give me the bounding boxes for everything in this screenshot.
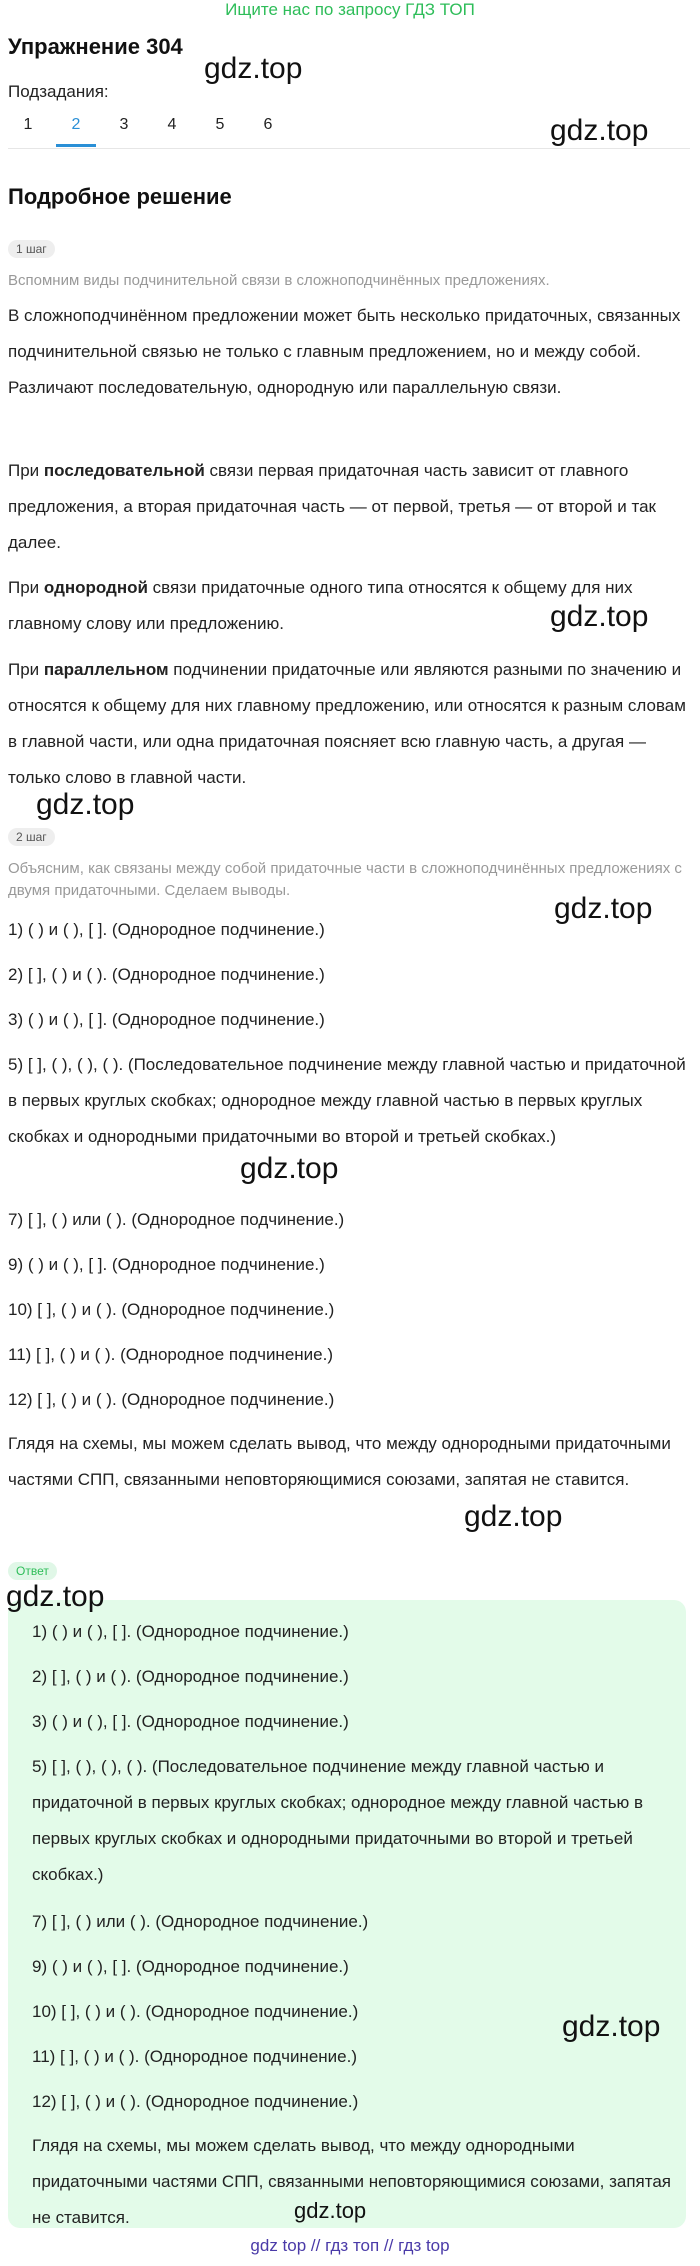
list-item: 9) ( ) и ( ), [ ]. (Однородное подчинение.)	[32, 1957, 349, 1976]
step-1-parallel: При параллельном подчинении придаточные или являются разными по значению и относятся к общему для них главному предложению, или относятся к разным словам в главной части, или одна придаточная поясняет всю главную часть, а другая — только слово в главной части.	[8, 660, 686, 787]
solution-heading: Подробное решение	[8, 184, 232, 209]
list-item: 11) [ ], ( ) и ( ). (Однородное подчинение.)	[32, 2047, 358, 2066]
step-1-homogeneous: При однородной связи придаточные одного типа относятся к общему для них главному слову или предложению.	[8, 578, 633, 633]
list-item: 5) [ ], ( ), ( ), ( ). (Последовательное подчинение между главной частью и придаточной в первых круглых скобках; однородное между главной частью в первых круглых скобках и однородными придаточными во второй и третьей скобках.)	[32, 1757, 644, 1884]
step-2-hint: Объясним, как связаны между собой придаточные части в сложноподчинённых предложениях с двумя придаточными. Сделаем выводы.	[8, 860, 682, 899]
list-item: 7) [ ], ( ) или ( ). (Однородное подчинение.)	[32, 1912, 369, 1931]
tab-1[interactable]: 1	[23, 116, 33, 133]
list-item: 3) ( ) и ( ), [ ]. (Однородное подчинение.)	[32, 1712, 349, 1731]
watermark: gdz.top	[204, 52, 303, 85]
watermark: gdz.top	[464, 1500, 563, 1533]
answer-conclusion: Глядя на схемы, мы можем сделать вывод, что между однородными придаточными частями СПП, связанными неповторяющимися союзами, запятая не ставится.	[32, 2136, 671, 2227]
watermark: gdz.top	[554, 892, 653, 925]
subtasks-label: Подзадания:	[8, 82, 109, 101]
list-item: 9) ( ) и ( ), [ ]. (Однородное подчинение.)	[8, 1255, 325, 1274]
watermark: gdz.top	[240, 1152, 339, 1185]
list-item: 11) [ ], ( ) и ( ). (Однородное подчинение.)	[8, 1345, 334, 1364]
tab-4[interactable]: 4	[167, 116, 177, 133]
footer-links[interactable]: gdz top // гдз топ // гдз top	[250, 2236, 450, 2255]
list-item: 1) ( ) и ( ), [ ]. (Однородное подчинение.)	[32, 1622, 349, 1641]
list-item: 12) [ ], ( ) и ( ). (Однородное подчинение.)	[8, 1390, 335, 1409]
list-item: 10) [ ], ( ) и ( ). (Однородное подчинение.)	[32, 2002, 359, 2021]
list-item: 2) [ ], ( ) и ( ). (Однородное подчинение.)	[32, 1667, 349, 1686]
list-item: 7) [ ], ( ) или ( ). (Однородное подчинение.)	[8, 1210, 345, 1229]
step-2-badge: 2 шаг	[8, 828, 55, 846]
watermark: gdz.top	[550, 114, 649, 147]
list-item: 5) [ ], ( ), ( ), ( ). (Последовательное подчинение между главной частью и придаточной в первых круглых скобках; однородное между главной частью в первых круглых скобках и однородными придаточными во второй и третьей скобках.)	[8, 1055, 686, 1146]
list-item: 12) [ ], ( ) и ( ). (Однородное подчинение.)	[32, 2092, 359, 2111]
step-1-badge: 1 шаг	[8, 240, 55, 258]
list-item: 10) [ ], ( ) и ( ). (Однородное подчинение.)	[8, 1300, 335, 1319]
page-title: Упражнение 304	[8, 34, 183, 59]
list-item: 1) ( ) и ( ), [ ]. (Однородное подчинение.)	[8, 920, 325, 939]
tab-6[interactable]: 6	[263, 116, 273, 133]
list-item: 2) [ ], ( ) и ( ). (Однородное подчинение.)	[8, 965, 325, 984]
answer-badge: Ответ	[8, 1562, 57, 1580]
watermark: gdz.top	[6, 1580, 105, 1613]
watermark: gdz.top	[562, 2010, 661, 2043]
step-1-intro: В сложноподчинённом предложении может быть несколько придаточных, связанных подчинительной связью не только с главным предложением, но и между собой. Различают последовательную, однородную или параллельную связи.	[8, 306, 681, 397]
top-search-link[interactable]: Ищите нас по запросу ГДЗ ТОП	[225, 0, 475, 19]
tab-5[interactable]: 5	[215, 116, 225, 133]
tab-3[interactable]: 3	[119, 116, 129, 133]
list-item: 3) ( ) и ( ), [ ]. (Однородное подчинение.)	[8, 1010, 325, 1029]
watermark: gdz.top	[36, 788, 135, 821]
watermark: gdz.top	[550, 600, 649, 633]
step-1-sequential: При последовательной связи первая придаточная часть зависит от главного предложения, а вторая придаточная часть — от первой, третья — от второй и так далее.	[8, 461, 656, 552]
step-2-conclusion: Глядя на схемы, мы можем сделать вывод, что между однородными придаточными частями СПП, связанными неповторяющимися союзами, запятая не ставится.	[8, 1434, 671, 1489]
watermark: gdz.top	[294, 2198, 367, 2223]
step-1-hint: Вспомним виды подчинительной связи в сложноподчинённых предложениях.	[8, 272, 550, 289]
tab-2[interactable]: 2	[56, 116, 96, 147]
